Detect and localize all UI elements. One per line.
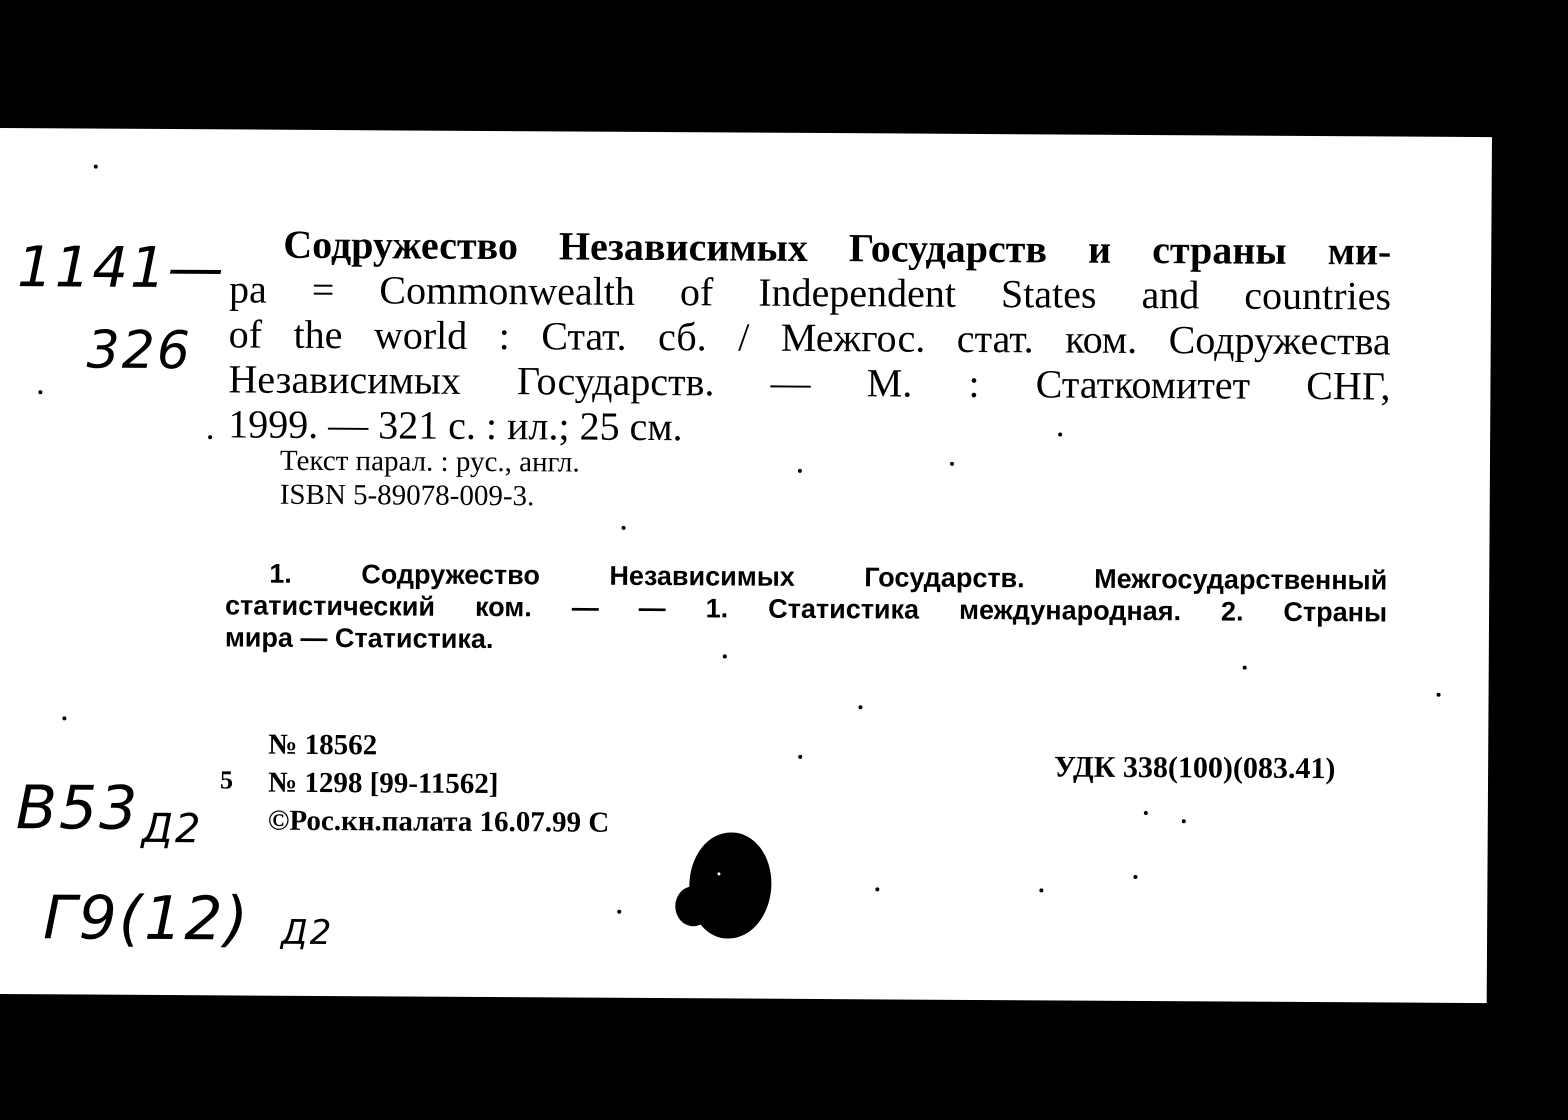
registration-numbers bbox=[268, 726, 610, 842]
speck bbox=[723, 654, 727, 658]
speck bbox=[617, 910, 621, 914]
registration-number-1: № 18562 bbox=[268, 728, 378, 762]
notes-block bbox=[280, 444, 580, 514]
blot-fleck bbox=[717, 872, 720, 875]
title-line-1: Содружество Независимых Государств и страны ми- bbox=[283, 221, 1392, 274]
subject-line-3: мира — Статистика. bbox=[224, 622, 494, 655]
registration-number-2: № 1298 [99-11562] bbox=[267, 766, 499, 801]
speck bbox=[798, 469, 802, 473]
speck bbox=[622, 526, 626, 530]
catalog-card bbox=[0, 128, 1492, 1003]
digit-mark: 5 bbox=[219, 765, 234, 795]
speck bbox=[858, 705, 862, 709]
speck bbox=[38, 390, 42, 394]
copyright-line: ©Рос.кн.палата 16.07.99 С bbox=[267, 804, 610, 839]
speck bbox=[1133, 875, 1137, 879]
speck bbox=[950, 462, 954, 466]
bibliographic-title bbox=[228, 221, 1391, 453]
handwritten-code-1: В53 bbox=[15, 773, 140, 844]
isbn: ISBN 5-89078-009-3. bbox=[279, 478, 535, 513]
speck bbox=[1144, 811, 1148, 815]
udk-code: УДК 338(100)(083.41) bbox=[1054, 750, 1336, 786]
speck bbox=[1039, 888, 1043, 892]
speck bbox=[94, 165, 98, 169]
speck bbox=[798, 755, 802, 759]
handwritten-shelf-mark-top: 1141— bbox=[16, 235, 226, 302]
subject-line-1: 1. Содружество Независимых Государств. Межгосударственный bbox=[269, 558, 1388, 596]
subject-headings bbox=[225, 557, 1388, 660]
speck bbox=[62, 716, 66, 720]
speck bbox=[1437, 693, 1441, 697]
handwritten-shelf-mark-bottom: 326 bbox=[86, 320, 193, 382]
handwritten-code-2-sub: Д2 bbox=[280, 912, 334, 954]
title-line-3: of the world : Стат. сб. / Межгос. стат. ком. Содружества bbox=[228, 311, 1391, 364]
speck bbox=[1182, 819, 1186, 823]
handwritten-code-1-sub: Д2 bbox=[141, 805, 203, 853]
speck bbox=[1058, 432, 1062, 436]
speck bbox=[875, 887, 879, 891]
speck bbox=[1243, 666, 1247, 670]
handwritten-code-2: Г9(12) bbox=[42, 883, 251, 955]
title-line-2: ра = Commonwealth of Independent States and countries bbox=[228, 266, 1392, 319]
title-line-5: 1999. — 321 с. : ил.; 25 см. bbox=[228, 401, 683, 450]
ink-blot-small bbox=[675, 886, 711, 926]
title-line-4: Независимых Государств. — М. : Статкомитет СНГ, bbox=[228, 356, 1391, 409]
language-note: Текст парал. : рус., англ. bbox=[279, 444, 580, 479]
subject-line-2: статистический ком. — — 1. Статистика международная. 2. Страны bbox=[224, 590, 1388, 628]
speck bbox=[208, 435, 212, 439]
